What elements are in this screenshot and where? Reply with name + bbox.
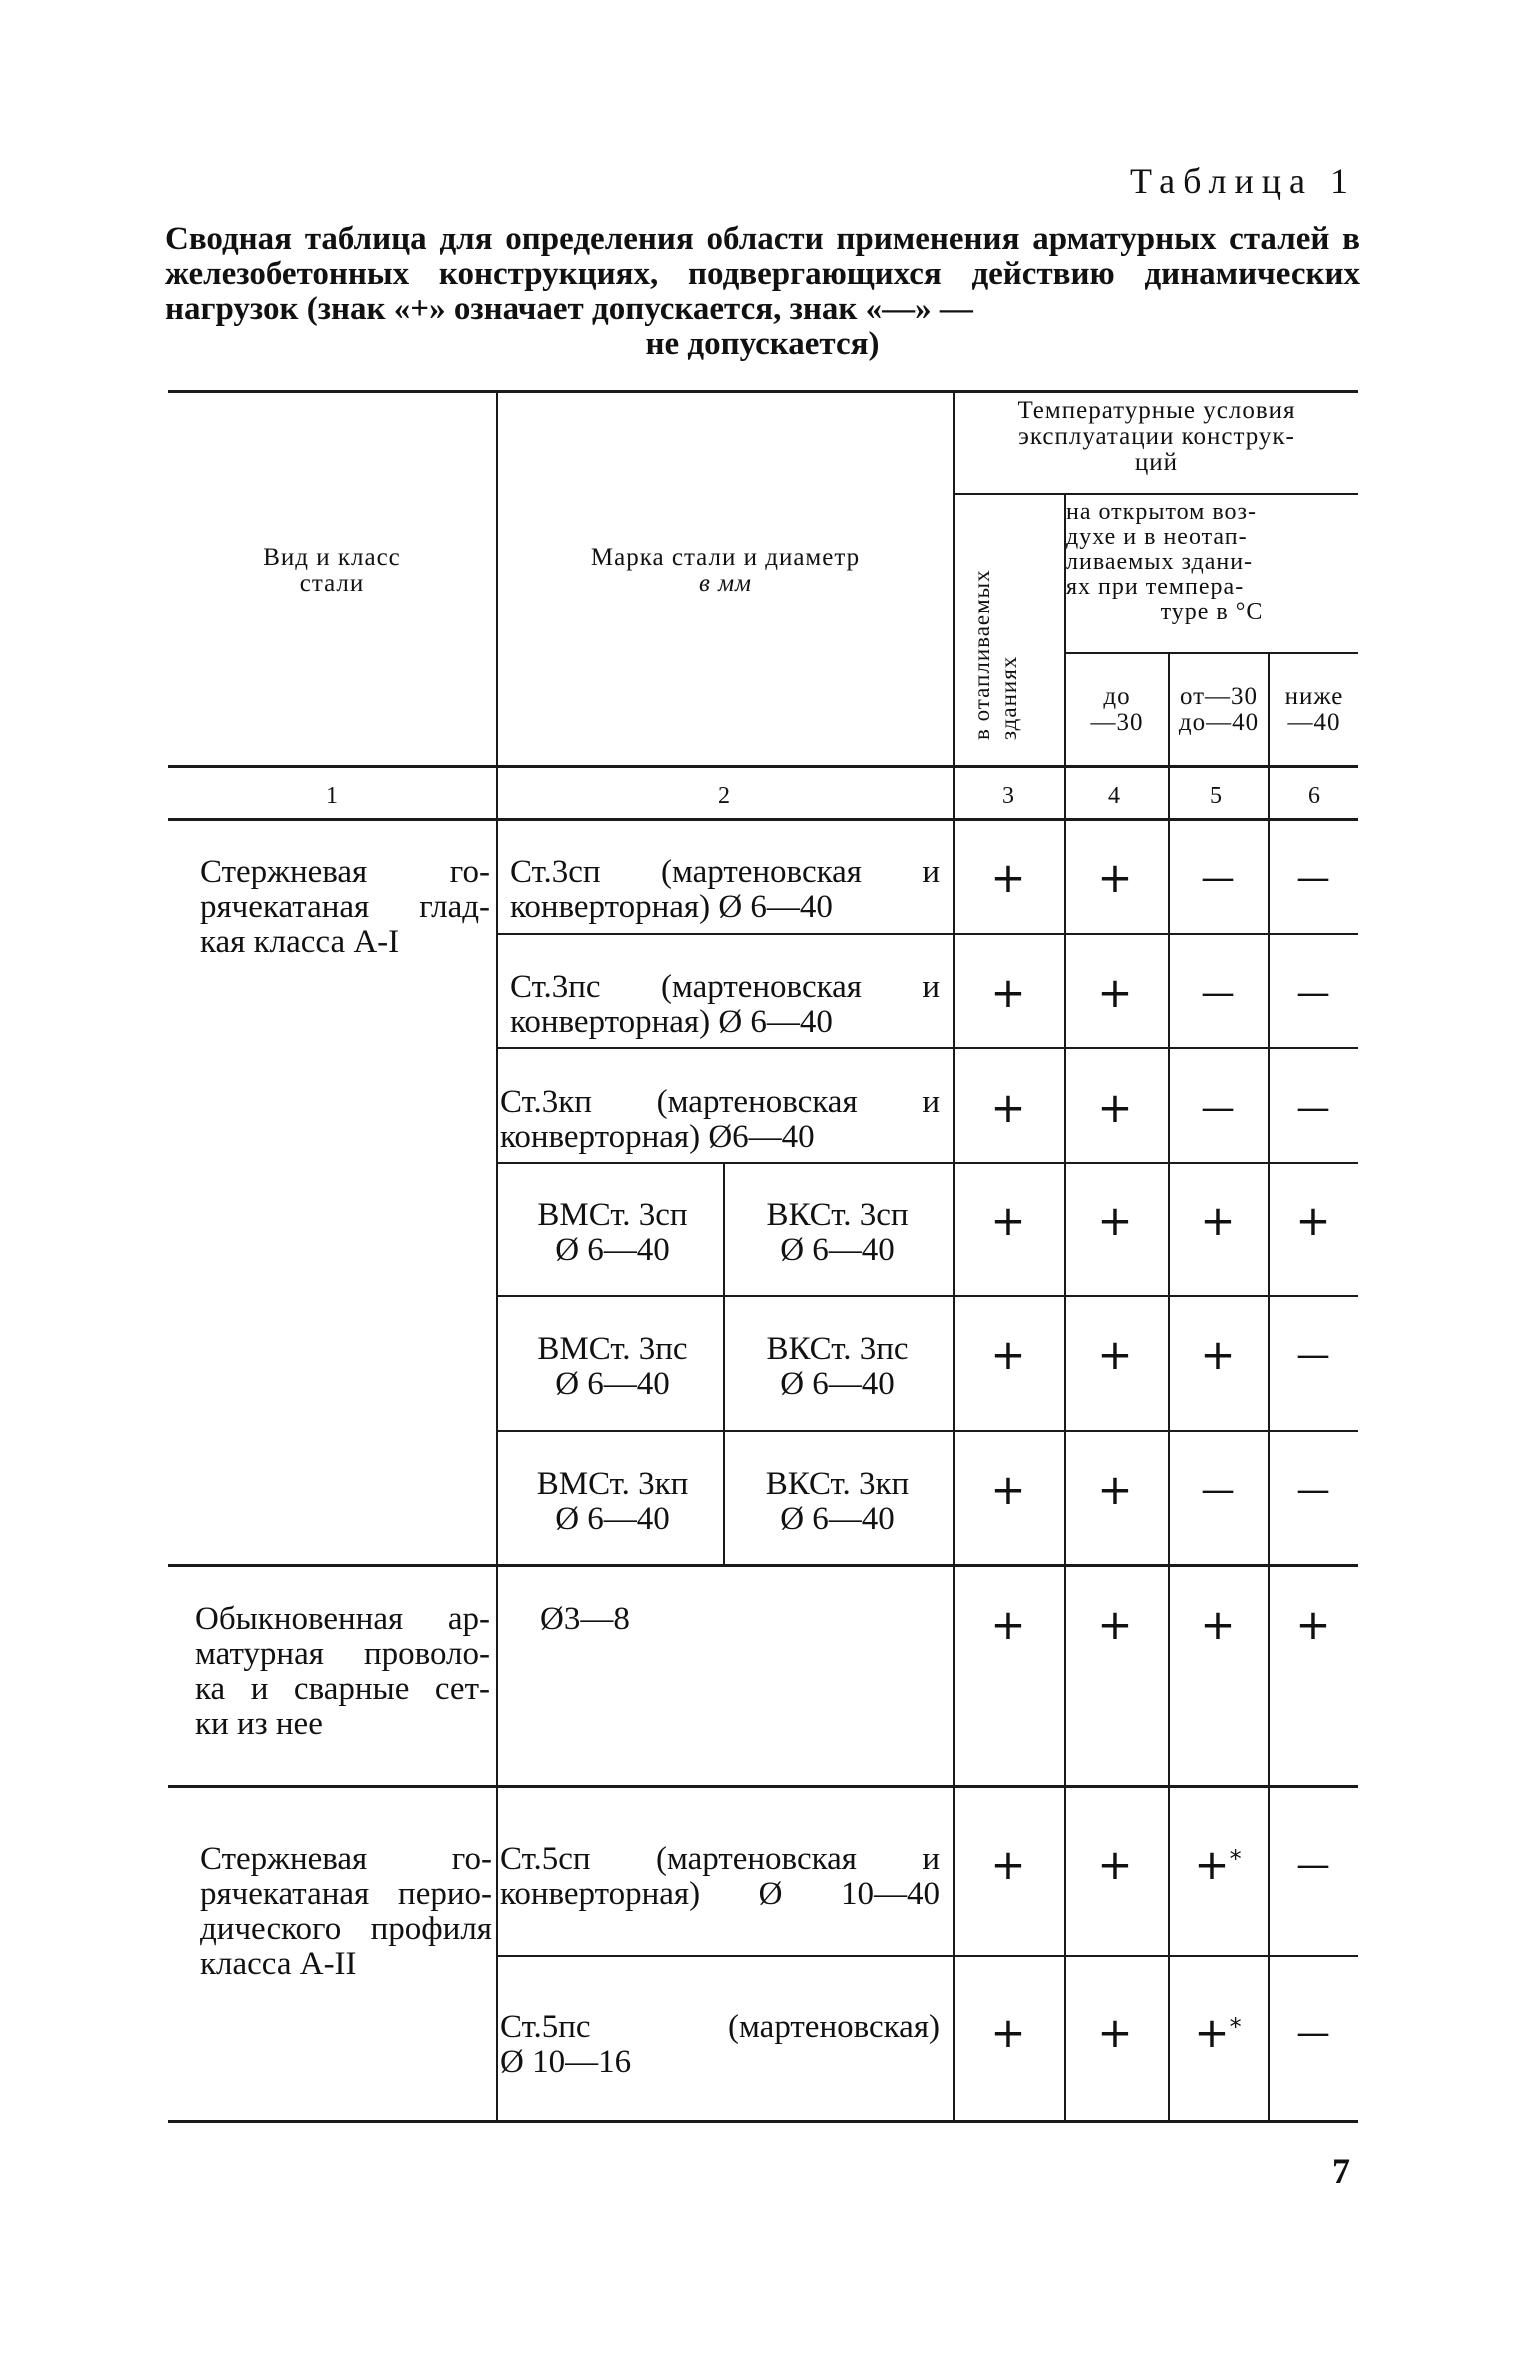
steel-grade: Ø3—8	[540, 1601, 630, 1637]
steel-grade-vk: ВКСт. 3пс Ø 6—40	[766, 1331, 909, 1402]
rule-row	[498, 1162, 1358, 1164]
mark-plus: +	[990, 853, 1026, 902]
steel-grade-vk: ВКСт. 3кп Ø 6—40	[765, 1466, 910, 1537]
mark-plus: +	[990, 1083, 1026, 1132]
rule-outdoor	[1066, 652, 1358, 654]
mark-plus: +	[1097, 968, 1133, 1017]
steel-kind: Стержневая го- рячекатаная глад- кая класса А-I	[200, 854, 490, 960]
col-divider	[496, 392, 498, 2120]
mark-plus: +	[1097, 1840, 1133, 1889]
steel-grade-vk: ВКСт. 3сп Ø 6—40	[766, 1197, 909, 1268]
mark-plus: +	[1295, 1196, 1331, 1245]
mark-plus: +	[990, 1600, 1026, 1649]
header-upto-30: до —30	[1090, 683, 1144, 736]
mark-minus: —	[1201, 1088, 1235, 1128]
mark-plus: +	[990, 1330, 1026, 1379]
mark-minus: —	[1201, 1470, 1235, 1510]
mark-plus: +	[1097, 2008, 1133, 2057]
mark-minus: —	[1296, 1845, 1330, 1885]
mark-plus: +	[1200, 1600, 1236, 1649]
title-line: Сводная таблица для определения области применения арматурных	[165, 221, 1217, 257]
header-heated-buildings: в отапливаемых зданиях	[969, 569, 1021, 740]
rule-group	[168, 1785, 1358, 1788]
col-divider	[1064, 495, 1066, 2120]
steel-kind: Обыкновенная ар- матурная проволо- ка и сварные сет- ки из нее	[195, 1601, 490, 1742]
rule-row	[498, 1955, 1358, 1957]
mark-plus: +	[1097, 1600, 1133, 1649]
mark-plus: +	[1200, 1196, 1236, 1245]
mark-plus: +	[1097, 1330, 1133, 1379]
steel-grade-vm: ВМСт. 3пс Ø 6—40	[537, 1331, 688, 1402]
rule-row	[498, 933, 1358, 935]
mark-plus: +	[990, 2008, 1026, 2057]
header-30-to-40: от—30 до—40	[1178, 683, 1260, 736]
col-divider	[953, 392, 955, 2120]
rule-top	[168, 390, 1358, 393]
title-line: динамических нагрузок (знак «+» означает допускается, знак «—» —	[165, 256, 1361, 327]
column-number: 1	[326, 783, 338, 809]
table-label: Таблица 1	[1130, 161, 1356, 201]
mark-plus: +	[1200, 1330, 1236, 1379]
steel-grade-vm: ВМСт. 3кп Ø 6—40	[536, 1466, 689, 1537]
footnote-mark: *	[1229, 2013, 1242, 2041]
column-number: 3	[1002, 783, 1014, 809]
mark-plus: +	[1295, 1600, 1331, 1649]
steel-grade: Ст.5сп (мартеновская и конверторная) Ø 10—40	[500, 1841, 940, 1912]
mark-minus: —	[1296, 973, 1330, 1013]
mark-minus: —	[1296, 1470, 1330, 1510]
mark-minus: —	[1296, 2013, 1330, 2053]
rule-row	[498, 1430, 1358, 1432]
mark-plus: +	[1097, 853, 1133, 902]
mark-plus: +	[990, 968, 1026, 1017]
steel-kind: Стержневая го- рячекатаная перио- дического профиля класса А-II	[200, 1841, 492, 1982]
steel-grade-vm: ВМСт. 3сп Ø 6—40	[537, 1197, 688, 1268]
column-number: 6	[1308, 783, 1320, 809]
mark-minus: —	[1201, 858, 1235, 898]
steel-grade: Ст.3пс (мартеновская и конверторная) Ø 6—40	[510, 969, 940, 1040]
footnote-mark: *	[1229, 1845, 1242, 1873]
mark-minus: —	[1296, 1335, 1330, 1375]
page-number: 7	[1332, 2151, 1350, 2191]
mark-minus: —	[1296, 1088, 1330, 1128]
title-line: сталей в железобетонных конструкциях, подвергающихся действию	[165, 221, 1361, 292]
steel-grade: Ст.3сп (мартеновская и конверторная) Ø 6—40	[510, 854, 940, 925]
title-line: не допускается)	[645, 326, 880, 362]
header-steel-grade: Марка стали и диаметр в мм	[590, 544, 861, 597]
mark-plus: +	[1097, 1196, 1133, 1245]
mark-minus: —	[1296, 858, 1330, 898]
steel-grade: Ст.3кп (мартеновская и конверторная) Ø6—40	[500, 1084, 940, 1155]
header-temperature: Температурные условия эксплуатации конструк- ций	[1017, 397, 1296, 476]
mark-plus: +	[990, 1196, 1026, 1245]
col-divider-split	[723, 1162, 725, 1564]
mark-plus: +	[1097, 1083, 1133, 1132]
mark-plus-footnote: +*	[1194, 2008, 1242, 2057]
rule-group	[168, 1564, 1358, 1567]
mark-plus: +	[1097, 1465, 1133, 1514]
rule-numbers-bottom	[168, 818, 1358, 821]
column-number: 4	[1108, 783, 1120, 809]
header-steel-type: Вид и класс стали	[263, 544, 401, 597]
rule-row	[498, 1295, 1358, 1297]
rule-header-bottom	[168, 765, 1358, 768]
steel-grade: Ст.5пс (мартеновская) Ø 10—16	[500, 2009, 940, 2080]
rule-temp	[955, 493, 1358, 495]
column-number: 2	[718, 783, 730, 809]
col-divider	[1168, 654, 1170, 2120]
col-divider	[1268, 654, 1270, 2120]
rule-bottom	[168, 2120, 1358, 2123]
mark-minus: —	[1201, 973, 1235, 1013]
rule-row	[498, 1047, 1358, 1049]
column-number: 5	[1210, 783, 1222, 809]
mark-plus-footnote: +*	[1194, 1840, 1242, 1889]
header-outdoor: на открытом воз- духе и в неотап- ливаемых здани- ях при темпера- туре в °С	[1066, 499, 1264, 625]
mark-plus: +	[990, 1840, 1026, 1889]
mark-plus: +	[990, 1465, 1026, 1514]
header-below-40: ниже —40	[1284, 683, 1344, 736]
